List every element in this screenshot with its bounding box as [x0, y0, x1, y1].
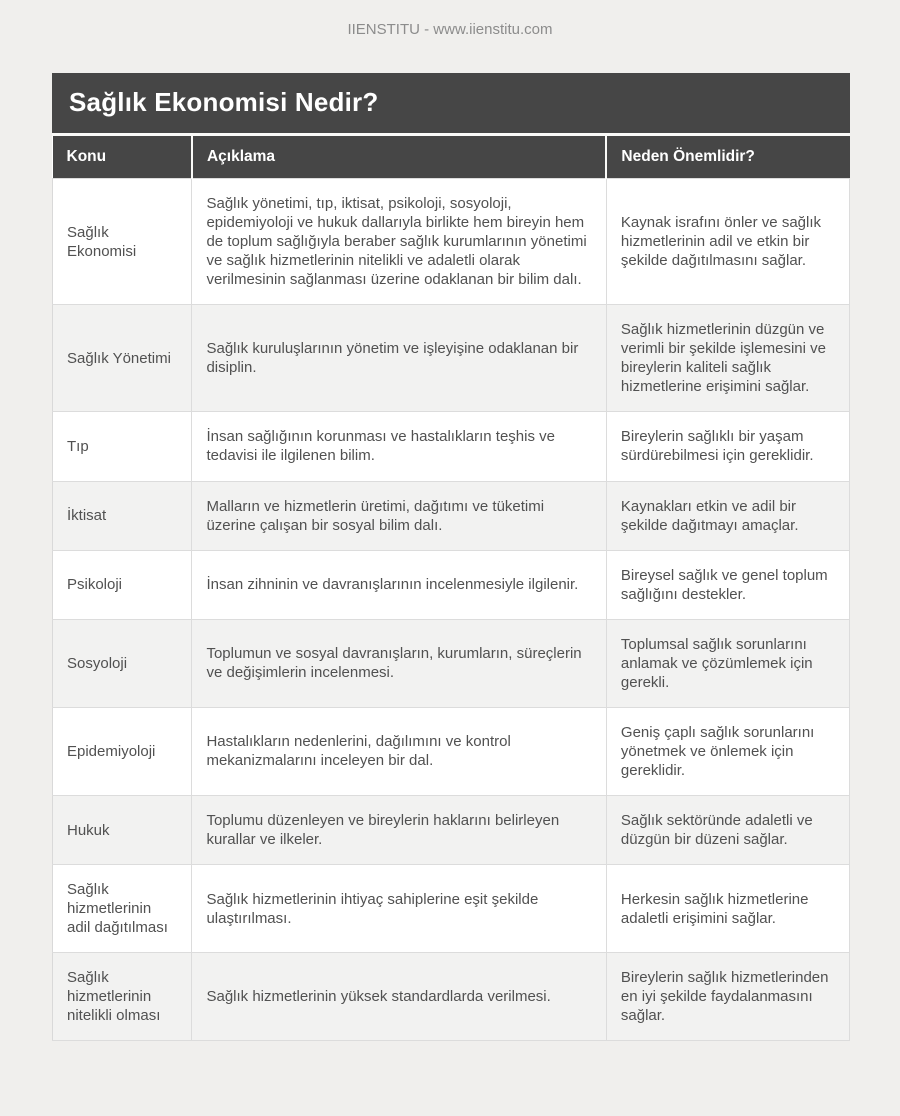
cell-konu: Sağlık hizmetlerinin nitelikli olması: [53, 953, 192, 1041]
cell-aciklama: Sağlık hizmetlerinin yüksek standardlarda verilmesi.: [192, 953, 606, 1041]
cell-neden: Geniş çaplı sağlık sorunlarını yönetmek ve önlemek için gereklidir.: [606, 707, 849, 795]
table-row: [53, 707, 850, 795]
table-row: [53, 550, 850, 619]
cell-konu: Sağlık Yönetimi: [53, 305, 192, 412]
cell-neden: Sağlık sektöründe adaletli ve düzgün bir düzeni sağlar.: [606, 795, 849, 864]
table-row: [53, 481, 850, 550]
cell-neden: Bireylerin sağlıklı bir yaşam sürdürebilmesi için gereklidir.: [606, 412, 849, 481]
cell-konu: Sağlık Ekonomisi: [53, 179, 192, 305]
cell-aciklama: Toplumun ve sosyal davranışların, kurumların, süreçlerin ve değişimlerin incelenmesi.: [192, 619, 606, 707]
table-body: [53, 179, 850, 1041]
health-economics-card: [52, 73, 850, 1041]
table-row: [53, 795, 850, 864]
table-header: [53, 136, 850, 179]
cell-neden: Kaynak israfını önler ve sağlık hizmetlerinin adil ve etkin bir şekilde dağıtılmasını sağlar.: [606, 179, 849, 305]
cell-konu: Epidemiyoloji: [53, 707, 192, 795]
table-row: [53, 619, 850, 707]
page: [0, 21, 900, 1116]
cell-neden: Herkesin sağlık hizmetlerine adaletli erişimini sağlar.: [606, 865, 849, 953]
cell-konu: Tıp: [53, 412, 192, 481]
page-title: Sağlık Ekonomisi Nedir?: [52, 73, 850, 136]
cell-aciklama: Hastalıkların nedenlerini, dağılımını ve kontrol mekanizmalarını inceleyen bir dal.: [192, 707, 606, 795]
column-header-konu: Konu: [53, 136, 192, 179]
cell-aciklama: İnsan sağlığının korunması ve hastalıkların teşhis ve tedavisi ile ilgilenen bilim.: [192, 412, 606, 481]
cell-neden: Sağlık hizmetlerinin düzgün ve verimli bir şekilde işlemesini ve bireylerin kaliteli sağlık hizmetlerine erişimini sağlar.: [606, 305, 849, 412]
table-row: [53, 305, 850, 412]
footer-credit: IIENSTITU - www.iienstitu.com: [347, 21, 553, 38]
cell-konu: Sağlık hizmetlerinin adil dağıtılması: [53, 865, 192, 953]
column-header-neden-onemlidir: Neden Önemlidir?: [606, 136, 849, 179]
cell-aciklama: Toplumu düzenleyen ve bireylerin haklarını belirleyen kurallar ve ilkeler.: [192, 795, 606, 864]
cell-neden: Kaynakları etkin ve adil bir şekilde dağıtmayı amaçlar.: [606, 481, 849, 550]
table-row: [53, 179, 850, 305]
cell-neden: Bireylerin sağlık hizmetlerinden en iyi şekilde faydalanmasını sağlar.: [606, 953, 849, 1041]
cell-neden: Bireysel sağlık ve genel toplum sağlığını destekler.: [606, 550, 849, 619]
cell-konu: Psikoloji: [53, 550, 192, 619]
table-row: [53, 953, 850, 1041]
cell-konu: İktisat: [53, 481, 192, 550]
table-row: [53, 412, 850, 481]
cell-aciklama: Sağlık kuruluşlarının yönetim ve işleyişine odaklanan bir disiplin.: [192, 305, 606, 412]
cell-aciklama: Sağlık hizmetlerinin ihtiyaç sahiplerine eşit şekilde ulaştırılması.: [192, 865, 606, 953]
cell-konu: Hukuk: [53, 795, 192, 864]
cell-aciklama: İnsan zihninin ve davranışlarının incelenmesiyle ilgilenir.: [192, 550, 606, 619]
cell-aciklama: Malların ve hizmetlerin üretimi, dağıtımı ve tüketimi üzerine çalışan bir sosyal bilim dalı.: [192, 481, 606, 550]
column-header-aciklama: Açıklama: [192, 136, 606, 179]
topics-table: [52, 136, 850, 1041]
cell-neden: Toplumsal sağlık sorunlarını anlamak ve çözümlemek için gerekli.: [606, 619, 849, 707]
cell-konu: Sosyoloji: [53, 619, 192, 707]
cell-aciklama: Sağlık yönetimi, tıp, iktisat, psikoloji, sosyoloji, epidemiyoloji ve hukuk dallarıyla birlikte hem bireyin hem de toplum sağlığıyla beraber sağlık kurumlarının yönetimi ve sağlık hizmetlerinin nitelikli ve adaletli olarak verilmesinin sağlanması üzerine odaklanan bir bilim dalı.: [192, 179, 606, 305]
table-row: [53, 865, 850, 953]
